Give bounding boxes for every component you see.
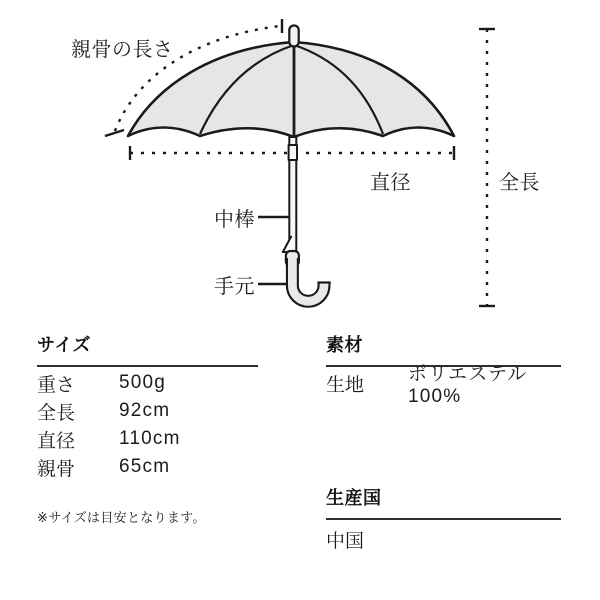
spec-value: 110cm [119, 428, 181, 449]
table-row [37, 369, 258, 397]
size-spec-rows [37, 369, 258, 481]
diameter-label: 直径 [370, 172, 411, 194]
spec-value: 65cm [119, 456, 171, 477]
table-row [326, 363, 561, 407]
material-spec-rows [326, 363, 561, 407]
spec-label: 親骨 [37, 458, 76, 480]
umbrella-ferrule [289, 26, 298, 47]
total-length-label: 全長 [499, 172, 540, 194]
size-spec-table [37, 331, 258, 481]
shaft-label: 中棒 [214, 209, 255, 231]
rib-length-arc-tick-bottom [105, 130, 124, 136]
material-spec-title: 素材 [326, 331, 561, 367]
table-row [37, 425, 258, 453]
spec-label: 直径 [37, 430, 76, 452]
size-spec-title: サイズ [37, 331, 258, 367]
spec-value: 500g [119, 372, 167, 393]
handle-label: 手元 [214, 276, 255, 298]
table-row [37, 453, 258, 481]
origin-spec-table [326, 484, 561, 553]
spec-label: 全長 [37, 402, 76, 424]
size-note: ※サイズは目安となります。 [37, 510, 206, 525]
spec-value: 92cm [119, 400, 171, 421]
spec-label: 生地 [326, 374, 365, 396]
spec-value: ポリエステル100% [408, 363, 528, 407]
origin-value: 中国 [326, 531, 365, 552]
material-spec-table [326, 331, 561, 407]
table-row [37, 397, 258, 425]
umbrella-figure [105, 19, 495, 306]
spec-label: 重さ [37, 374, 76, 396]
umbrella-shaft-sleeve [289, 145, 297, 160]
rib-length-label: 親骨の長さ [71, 39, 174, 61]
umbrella-canopy [128, 42, 454, 137]
origin-spec-title: 生産国 [326, 484, 561, 520]
